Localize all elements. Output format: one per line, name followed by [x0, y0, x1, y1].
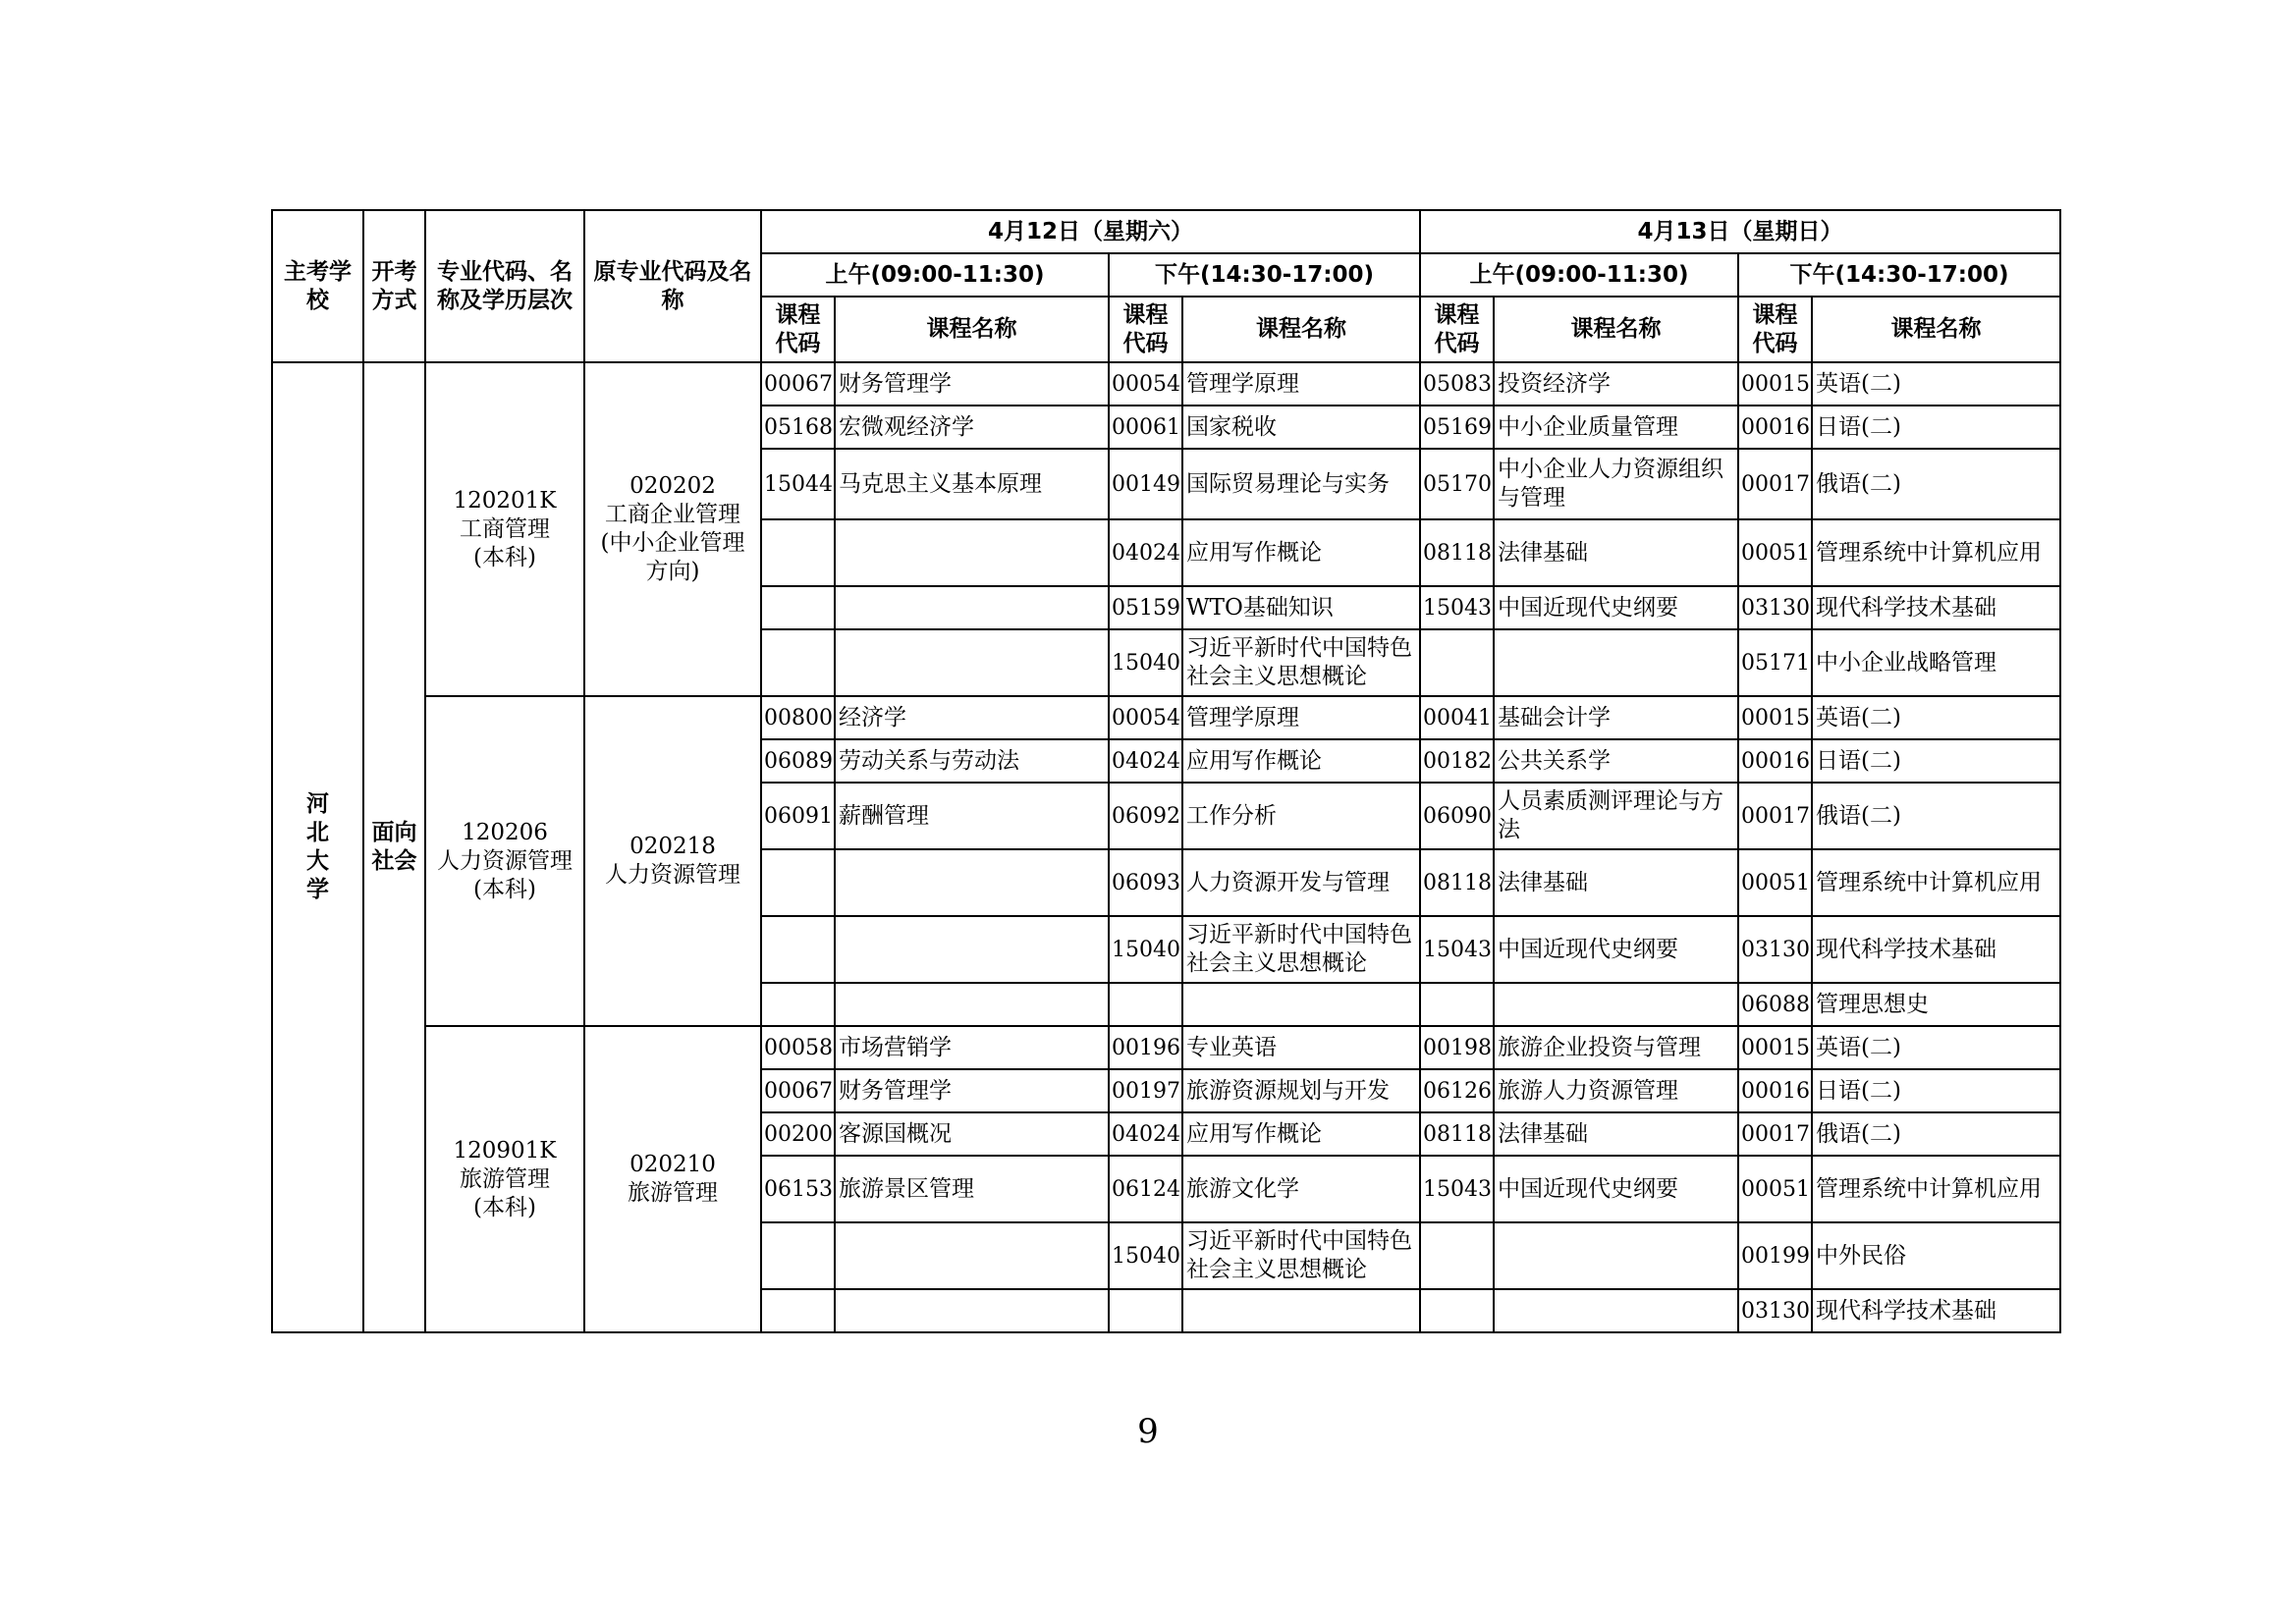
- header-day1-am: 上午(09:00-11:30): [761, 253, 1109, 297]
- orig-major-line: 020202: [629, 473, 716, 499]
- course-code: 00015: [1738, 696, 1812, 739]
- course-code: 03130: [1738, 1289, 1812, 1332]
- header-name: 课程名称: [1182, 297, 1420, 362]
- course-code: [761, 519, 835, 586]
- school-char: 河: [306, 791, 329, 817]
- header-day2-am: 上午(09:00-11:30): [1420, 253, 1738, 297]
- orig-major-line: 020210: [629, 1152, 716, 1177]
- course-name: 应用写作概论: [1182, 519, 1420, 586]
- course-name: 财务管理学: [835, 362, 1109, 406]
- major-line: 人力资源管理: [437, 847, 573, 874]
- course-code: 00051: [1738, 1156, 1812, 1222]
- table-header: [272, 210, 2060, 362]
- header-mode: 开考方式: [363, 210, 425, 362]
- course-name: [835, 519, 1109, 586]
- orig-major-line: 方向): [645, 559, 700, 584]
- course-code: 15044: [761, 449, 835, 519]
- major-line: 120206: [462, 819, 548, 845]
- orig-major-line: 旅游管理: [628, 1180, 718, 1206]
- course-code: 00067: [761, 362, 835, 406]
- major-cell: [425, 1026, 584, 1332]
- course-name: [1494, 983, 1738, 1026]
- course-name: 国家税收: [1182, 406, 1420, 449]
- major-line: (本科): [473, 1194, 536, 1220]
- course-name: 中国近现代史纲要: [1494, 586, 1738, 629]
- course-code: 05171: [1738, 629, 1812, 696]
- course-code: 00054: [1109, 696, 1182, 739]
- major-line: 工商管理: [460, 515, 550, 542]
- orig-major-cell: [584, 1026, 761, 1332]
- course-name: 应用写作概论: [1182, 739, 1420, 783]
- course-name: 中小企业质量管理: [1494, 406, 1738, 449]
- course-code: 15040: [1109, 1222, 1182, 1289]
- course-name: 劳动关系与劳动法: [835, 739, 1109, 783]
- course-name: 管理系统中计算机应用: [1812, 1156, 2060, 1222]
- page-number: 9: [1137, 1412, 1159, 1451]
- course-code: 00199: [1738, 1222, 1812, 1289]
- course-name: [1494, 1222, 1738, 1289]
- course-name: 中国近现代史纲要: [1494, 1156, 1738, 1222]
- course-name: WTO基础知识: [1182, 586, 1420, 629]
- orig-major-cell: [584, 696, 761, 1026]
- course-code: 00800: [761, 696, 835, 739]
- course-code: 00016: [1738, 406, 1812, 449]
- course-code: 06092: [1109, 783, 1182, 849]
- course-code: 00196: [1109, 1026, 1182, 1069]
- header-name: 课程名称: [1494, 297, 1738, 362]
- course-name: [835, 586, 1109, 629]
- course-name: 旅游企业投资与管理: [1494, 1026, 1738, 1069]
- major-line: 旅游管理: [460, 1165, 550, 1192]
- course-name: [835, 629, 1109, 696]
- course-code: 00017: [1738, 783, 1812, 849]
- course-code: 03130: [1738, 916, 1812, 983]
- course-code: 00017: [1738, 1112, 1812, 1156]
- course-name: [835, 849, 1109, 916]
- orig-major-cell: [584, 362, 761, 696]
- course-code: [761, 629, 835, 696]
- course-code: 06090: [1420, 783, 1494, 849]
- course-name: 英语(二): [1812, 696, 2060, 739]
- course-code: [761, 1289, 835, 1332]
- course-code: [761, 1222, 835, 1289]
- header-name: 课程名称: [1812, 297, 2060, 362]
- header-major: 专业代码、名称及学历层次: [425, 210, 584, 362]
- course-name: 法律基础: [1494, 849, 1738, 916]
- course-code: 15040: [1109, 916, 1182, 983]
- course-code: 05159: [1109, 586, 1182, 629]
- course-code: 00054: [1109, 362, 1182, 406]
- school-char: 北: [306, 820, 329, 845]
- course-name: 客源国概况: [835, 1112, 1109, 1156]
- course-code: 15043: [1420, 916, 1494, 983]
- orig-major-line: 020218: [629, 834, 716, 859]
- course-name: 法律基础: [1494, 519, 1738, 586]
- course-name: [1494, 629, 1738, 696]
- header-code: 课程代码: [1420, 297, 1494, 362]
- course-code: [761, 586, 835, 629]
- course-name: [1182, 1289, 1420, 1332]
- school-char: 学: [306, 877, 329, 902]
- course-code: 08118: [1420, 1112, 1494, 1156]
- header-code: 课程代码: [761, 297, 835, 362]
- course-name: 英语(二): [1812, 362, 2060, 406]
- course-name: [1494, 1289, 1738, 1332]
- course-name: 日语(二): [1812, 406, 2060, 449]
- course-name: 俄语(二): [1812, 449, 2060, 519]
- course-name: [1182, 983, 1420, 1026]
- header-code: 课程代码: [1738, 297, 1812, 362]
- course-code: 00061: [1109, 406, 1182, 449]
- course-code: 00017: [1738, 449, 1812, 519]
- course-code: [1420, 983, 1494, 1026]
- course-name: 俄语(二): [1812, 1112, 2060, 1156]
- course-name: [835, 983, 1109, 1026]
- mode-cell: 面向社会: [363, 362, 425, 1332]
- course-name: 马克思主义基本原理: [835, 449, 1109, 519]
- header-name: 课程名称: [835, 297, 1109, 362]
- course-code: [1420, 1289, 1494, 1332]
- course-code: [761, 849, 835, 916]
- course-name: 专业英语: [1182, 1026, 1420, 1069]
- major-cell: [425, 696, 584, 1026]
- course-name: 市场营销学: [835, 1026, 1109, 1069]
- school-cell: [272, 362, 363, 1332]
- course-name: 日语(二): [1812, 739, 2060, 783]
- course-code: 06153: [761, 1156, 835, 1222]
- orig-major-line: 工商企业管理: [605, 502, 740, 527]
- course-code: 00149: [1109, 449, 1182, 519]
- major-line: (本科): [473, 544, 536, 570]
- header-school: 主考学校: [272, 210, 363, 362]
- course-code: 06126: [1420, 1069, 1494, 1112]
- course-name: 习近平新时代中国特色社会主义思想概论: [1182, 629, 1420, 696]
- course-code: 08118: [1420, 519, 1494, 586]
- course-code: [1420, 629, 1494, 696]
- course-code: 06124: [1109, 1156, 1182, 1222]
- course-code: 00051: [1738, 519, 1812, 586]
- exam-schedule-table: [271, 209, 2061, 1333]
- course-code: 00015: [1738, 1026, 1812, 1069]
- course-name: 现代科学技术基础: [1812, 586, 2060, 629]
- course-code: 15043: [1420, 586, 1494, 629]
- header-day2: 4月13日（星期日）: [1420, 210, 2060, 253]
- course-name: 管理系统中计算机应用: [1812, 519, 2060, 586]
- course-code: [761, 983, 835, 1026]
- course-name: 旅游资源规划与开发: [1182, 1069, 1420, 1112]
- course-name: 国际贸易理论与实务: [1182, 449, 1420, 519]
- course-name: 中小企业人力资源组织与管理: [1494, 449, 1738, 519]
- course-code: 00016: [1738, 739, 1812, 783]
- course-code: 15040: [1109, 629, 1182, 696]
- course-name: 公共关系学: [1494, 739, 1738, 783]
- course-code: 05168: [761, 406, 835, 449]
- header-day1: 4月12日（星期六）: [761, 210, 1420, 253]
- course-code: 05170: [1420, 449, 1494, 519]
- major-line: (本科): [473, 876, 536, 902]
- course-code: [1109, 1289, 1182, 1332]
- header-code: 课程代码: [1109, 297, 1182, 362]
- course-name: 薪酬管理: [835, 783, 1109, 849]
- header-day1-pm: 下午(14:30-17:00): [1109, 253, 1420, 297]
- course-name: 习近平新时代中国特色社会主义思想概论: [1182, 916, 1420, 983]
- course-code: 00200: [761, 1112, 835, 1156]
- course-name: 管理系统中计算机应用: [1812, 849, 2060, 916]
- course-name: 人员素质测评理论与方法: [1494, 783, 1738, 849]
- course-code: 04024: [1109, 1112, 1182, 1156]
- course-code: 00197: [1109, 1069, 1182, 1112]
- course-code: 00015: [1738, 362, 1812, 406]
- course-name: 中国近现代史纲要: [1494, 916, 1738, 983]
- course-code: 00067: [761, 1069, 835, 1112]
- header-orig: 原专业代码及名称: [584, 210, 761, 362]
- course-name: [835, 916, 1109, 983]
- table-row: [272, 696, 2060, 739]
- course-name: 管理学原理: [1182, 362, 1420, 406]
- course-name: 旅游人力资源管理: [1494, 1069, 1738, 1112]
- table-row: [272, 1026, 2060, 1069]
- course-name: 应用写作概论: [1182, 1112, 1420, 1156]
- course-code: 15043: [1420, 1156, 1494, 1222]
- course-name: 英语(二): [1812, 1026, 2060, 1069]
- course-name: 习近平新时代中国特色社会主义思想概论: [1182, 1222, 1420, 1289]
- course-name: 工作分析: [1182, 783, 1420, 849]
- course-name: 管理思想史: [1812, 983, 2060, 1026]
- course-name: [835, 1222, 1109, 1289]
- course-name: 宏微观经济学: [835, 406, 1109, 449]
- course-name: 财务管理学: [835, 1069, 1109, 1112]
- course-name: 中外民俗: [1812, 1222, 2060, 1289]
- course-code: 06093: [1109, 849, 1182, 916]
- course-code: 00041: [1420, 696, 1494, 739]
- course-name: 管理学原理: [1182, 696, 1420, 739]
- course-name: 俄语(二): [1812, 783, 2060, 849]
- course-code: 00058: [761, 1026, 835, 1069]
- course-code: 08118: [1420, 849, 1494, 916]
- course-name: 旅游文化学: [1182, 1156, 1420, 1222]
- course-name: 法律基础: [1494, 1112, 1738, 1156]
- course-code: 05083: [1420, 362, 1494, 406]
- course-name: 旅游景区管理: [835, 1156, 1109, 1222]
- course-code: [1109, 983, 1182, 1026]
- course-code: 04024: [1109, 739, 1182, 783]
- major-line: 120201K: [453, 487, 557, 514]
- course-name: 人力资源开发与管理: [1182, 849, 1420, 916]
- major-line: 120901K: [453, 1137, 557, 1163]
- course-code: 03130: [1738, 586, 1812, 629]
- course-name: [835, 1289, 1109, 1332]
- course-name: 中小企业战略管理: [1812, 629, 2060, 696]
- course-name: 日语(二): [1812, 1069, 2060, 1112]
- course-name: 基础会计学: [1494, 696, 1738, 739]
- course-code: 06091: [761, 783, 835, 849]
- course-code: 00198: [1420, 1026, 1494, 1069]
- course-name: 投资经济学: [1494, 362, 1738, 406]
- table-row: [272, 362, 2060, 406]
- orig-major-line: (中小企业管理: [600, 530, 745, 556]
- course-code: [761, 916, 835, 983]
- course-name: 现代科学技术基础: [1812, 916, 2060, 983]
- course-code: 00182: [1420, 739, 1494, 783]
- major-cell: [425, 362, 584, 696]
- orig-major-line: 人力资源管理: [605, 862, 740, 888]
- course-code: 06089: [761, 739, 835, 783]
- course-name: 经济学: [835, 696, 1109, 739]
- course-code: 00016: [1738, 1069, 1812, 1112]
- course-name: 现代科学技术基础: [1812, 1289, 2060, 1332]
- course-code: 06088: [1738, 983, 1812, 1026]
- header-day2-pm: 下午(14:30-17:00): [1738, 253, 2060, 297]
- table-body: [272, 362, 2060, 1332]
- school-char: 大: [306, 848, 329, 874]
- course-code: 04024: [1109, 519, 1182, 586]
- course-code: [1420, 1222, 1494, 1289]
- course-code: 00051: [1738, 849, 1812, 916]
- course-code: 05169: [1420, 406, 1494, 449]
